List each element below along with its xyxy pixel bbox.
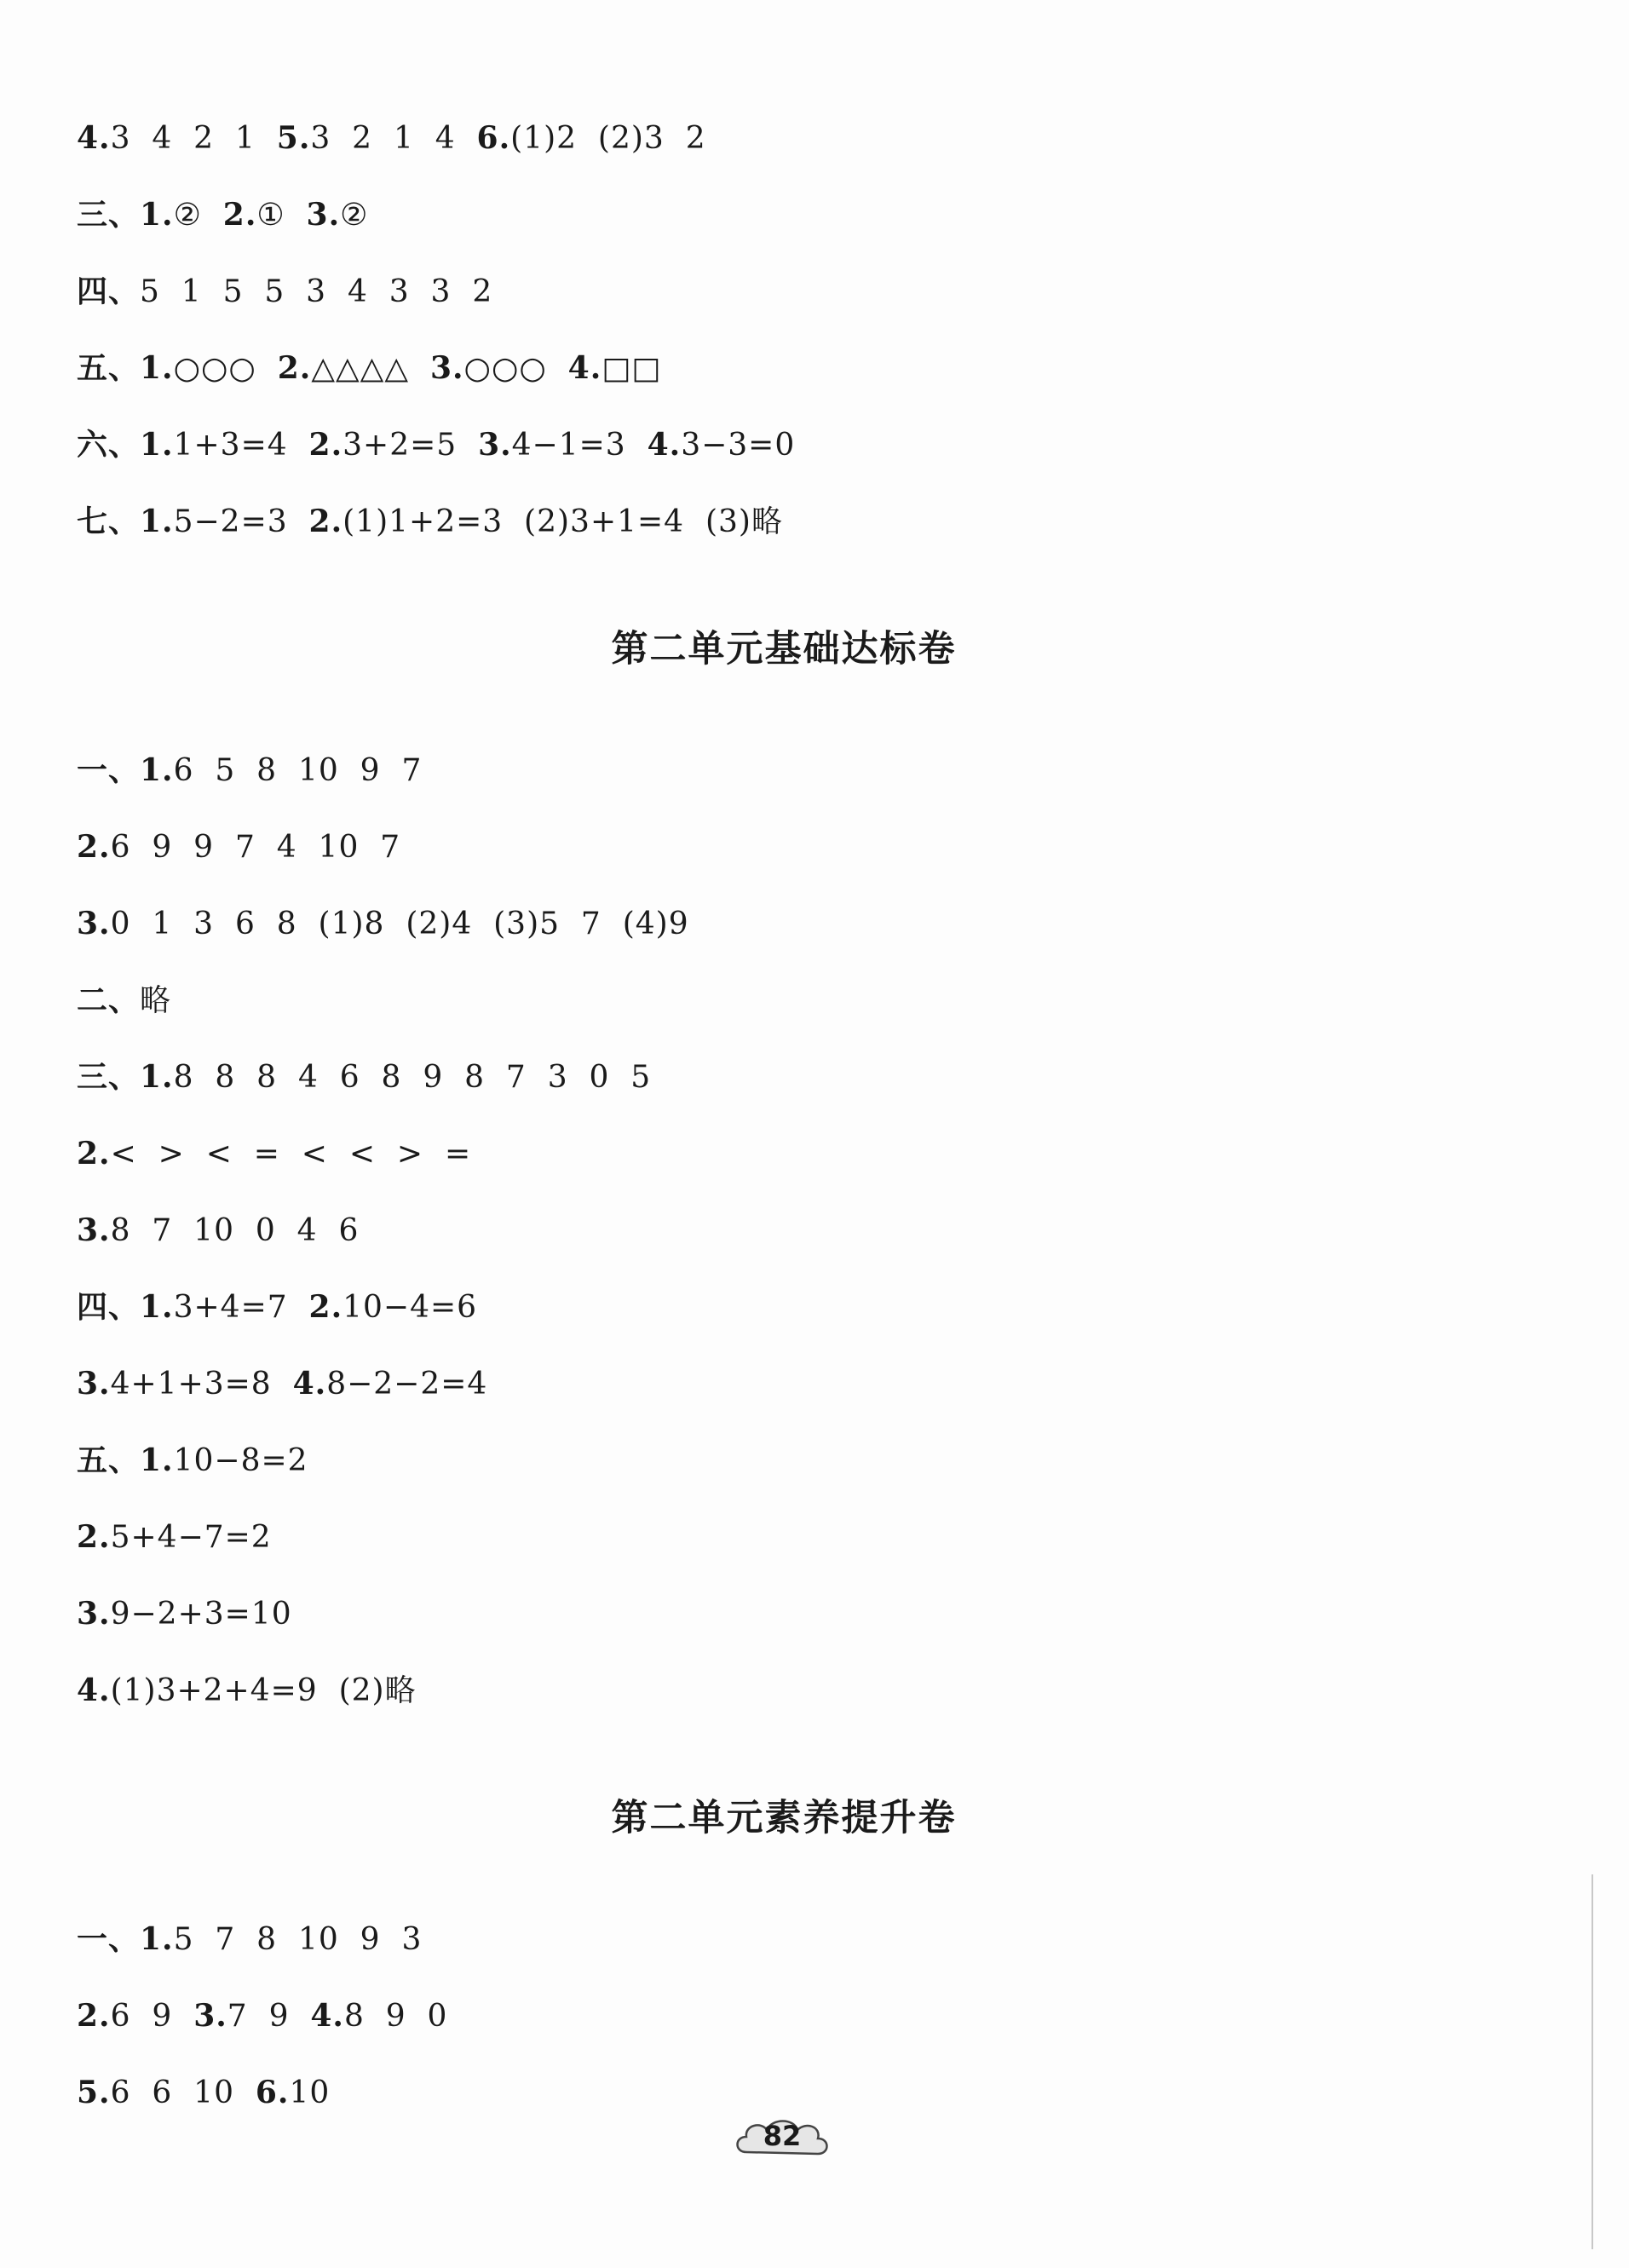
answer-line: 六、1.1+3=4 2.3+2=5 3.4−1=3 4.3−3=0 bbox=[77, 427, 796, 463]
answer-line: 3.4+1+3=8 4.8−2−2=4 bbox=[77, 1366, 488, 1402]
section-heading: 第二单元素养提升卷 bbox=[611, 1797, 957, 1839]
answer-line: 4.3 4 2 1 5.3 2 1 4 6.(1)2 (2)3 2 bbox=[77, 120, 706, 156]
answer-line: 三、1.8 8 8 4 6 8 9 8 7 3 0 5 bbox=[77, 1059, 652, 1095]
answer-line: 五、1.○○○ 2.△△△△ 3.○○○ 4.□□ bbox=[77, 350, 662, 386]
answer-line: 五、1.10−8=2 bbox=[77, 1442, 308, 1478]
page-number-badge bbox=[731, 2111, 833, 2166]
answer-line: 一、1.6 5 8 10 9 7 bbox=[77, 752, 423, 788]
answer-line: 2.6 9 9 7 4 10 7 bbox=[77, 829, 401, 865]
answer-line: 4.(1)3+2+4=9 (2)略 bbox=[77, 1672, 417, 1708]
answer-line: 四、1.3+4=7 2.10−4=6 bbox=[77, 1289, 478, 1325]
section-heading: 第二单元基础达标卷 bbox=[611, 628, 957, 671]
answer-line: 2.5+4−7=2 bbox=[77, 1519, 272, 1555]
answer-line: 3.0 1 3 6 8 (1)8 (2)4 (3)5 7 (4)9 bbox=[77, 906, 689, 941]
answer-line: 5.6 6 10 6.10 bbox=[77, 2075, 331, 2110]
edge-line bbox=[1592, 1874, 1593, 2249]
answer-line: 一、1.5 7 8 10 9 3 bbox=[77, 1921, 423, 1957]
answer-line: 七、1.5−2=3 2.(1)1+2=3 (2)3+1=4 (3)略 bbox=[77, 504, 783, 539]
answer-line: 二、略 bbox=[77, 982, 172, 1018]
answer-line: 三、1.② 2.① 3.② bbox=[77, 197, 369, 233]
answer-line: 2.6 9 3.7 9 4.8 9 0 bbox=[77, 1998, 448, 2034]
answer-line: 3.8 7 10 0 4 6 bbox=[77, 1212, 360, 1248]
answer-line: 2.< > < = < < > = bbox=[77, 1136, 472, 1171]
answer-line: 3.9−2+3=10 bbox=[77, 1596, 292, 1632]
page-number: 82 bbox=[763, 2120, 802, 2152]
answer-line: 四、5 1 5 5 3 4 3 3 2 bbox=[77, 273, 493, 309]
